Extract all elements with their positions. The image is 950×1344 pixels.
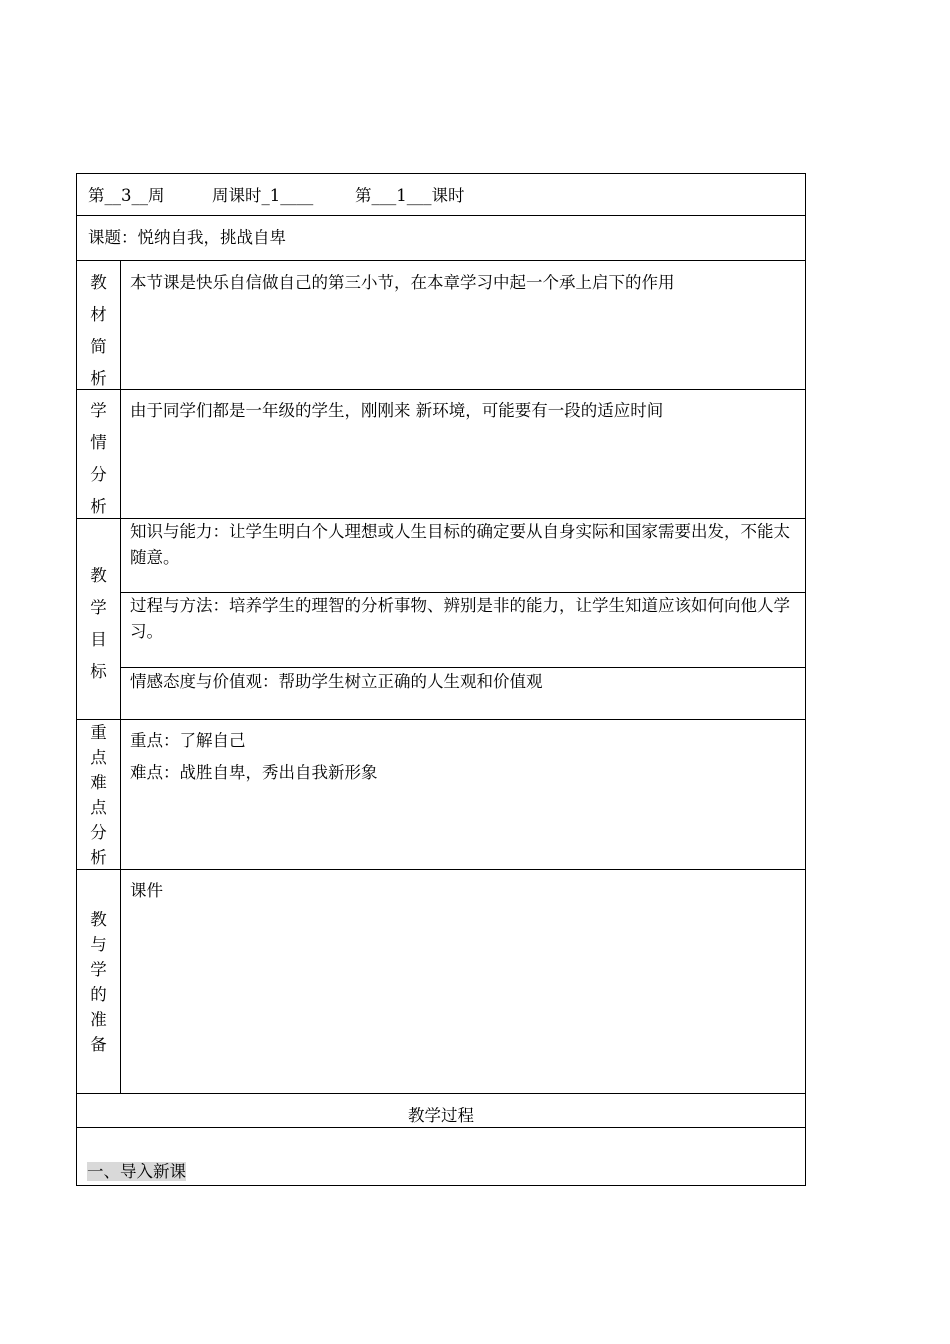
objectives-content	[121, 519, 805, 719]
objectives-label: 教学目标	[90, 566, 107, 681]
process-title-row	[77, 1093, 805, 1127]
student-analysis-content: 由于同学们都是一年级的学生，刚刚来 新环境，可能要有一段的适应时间	[130, 401, 664, 420]
objective-process: 过程与方法：培养学生的理智的分析事物、辨别是非的能力，让学生知道应该如何向他人学习。	[121, 592, 805, 667]
key-points-label: 重点难点分析	[90, 723, 107, 867]
key-points-row	[77, 719, 805, 869]
key-points-label-cell	[77, 720, 121, 869]
textbook-analysis-content: 本节课是快乐自信做自己的第三小节，在本章学习中起一个承上启下的作用	[130, 273, 675, 292]
key-point: 重点：了解自己	[130, 731, 246, 750]
preparation-label: 教与学的准备	[90, 910, 107, 1054]
preparation-label-cell	[77, 870, 121, 1093]
key-points-content	[121, 720, 805, 869]
week-number: 第__3__周	[88, 186, 165, 205]
lesson-plan-table	[76, 173, 806, 1186]
header-row	[77, 174, 805, 215]
process-content-row	[77, 1127, 805, 1185]
difficult-point: 难点：战胜自卑，秀出自我新形象	[130, 763, 378, 782]
preparation-content: 课件	[130, 881, 163, 900]
weekly-hours: 周课时_1____	[212, 186, 314, 205]
textbook-analysis-label: 教材简析	[90, 273, 107, 388]
preparation-row	[77, 869, 805, 1093]
student-analysis-row	[77, 389, 805, 518]
textbook-analysis-row	[77, 260, 805, 389]
objectives-row	[77, 518, 805, 719]
textbook-analysis-label-cell	[77, 261, 121, 389]
process-first-step: 一、导入新课	[87, 1162, 186, 1181]
process-step	[77, 1128, 186, 1185]
objective-emotion: 情感态度与价值观：帮助学生树立正确的人生观和价值观	[121, 667, 805, 719]
objective-knowledge: 知识与能力：让学生明白个人理想或人生目标的确定要从自身实际和国家需要出发，不能太随意。	[130, 522, 790, 567]
process-title: 教学过程	[408, 1106, 474, 1125]
student-analysis-label-cell	[77, 390, 121, 518]
topic-row	[77, 215, 805, 260]
student-analysis-label: 学情分析	[90, 401, 107, 516]
lesson-topic: 课题：悦纳自我，挑战自卑	[88, 228, 286, 247]
lesson-number: 第___1___课时	[355, 186, 465, 205]
objectives-label-cell	[77, 519, 121, 719]
